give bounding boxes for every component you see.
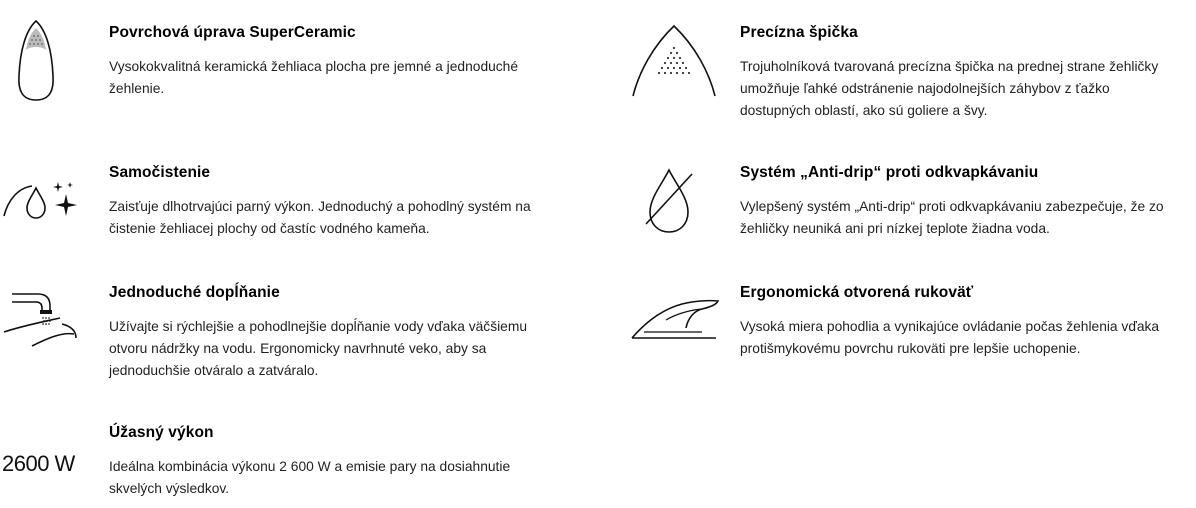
feature-description: Vysokokvalitná keramická žehliaca plocha pre jemné a jednoduché žehlenie. xyxy=(109,59,519,96)
iron-soleplate-icon xyxy=(14,18,58,104)
feature-description: Vysoká miera pohodlia a vynikajúce ovládanie počas žehlenia vďaka protišmykovému povrchu rukoväti pre lepšie uchopenie. xyxy=(740,319,1160,356)
feature-description: Ideálna kombinácia výkonu 2 600 W a emisie pary na dosiahnutie skvelých výsledkov. xyxy=(109,459,511,496)
feature-description: Trojuholníková tvarovaná precízna špička na prednej strane žehličky umožňuje ľahké odstránenie najodolnejších záhybov z ťažko dostupných oblastí, ako sú goliere a švy. xyxy=(740,59,1159,118)
feature-title: Jednoduché dopĺňanie xyxy=(109,284,280,301)
water-tap-fill-icon xyxy=(2,288,80,350)
precision-tip-icon xyxy=(631,24,717,98)
feature-description: Zaisťuje dlhotrvajúci parný výkon. Jednoduchý a pohodlný systém na čistenie žehliacej plochy od častíc vodného kameňa. xyxy=(109,199,531,236)
feature-title: Ergonomická otvorená rukoväť xyxy=(740,284,974,301)
feature-title: Samočistenie xyxy=(109,164,211,181)
feature-description: Užívajte si rýchlejšie a pohodlnejšie dopĺňanie vody vďaka väčšiemu otvoru nádržky na vodu. Ergonomicky navrhnuté veko, aby sa jednoduchšie otváralo a zatváralo. xyxy=(109,319,528,378)
power-rating-label: 2600 W xyxy=(2,451,75,476)
anti-drip-icon xyxy=(642,164,698,238)
feature-title: Precízna špička xyxy=(740,24,858,41)
iron-handle-icon xyxy=(630,296,722,342)
feature-title: Systém „Anti-drip“ proti odkvapkávaniu xyxy=(740,164,1039,181)
self-clean-drop-icon xyxy=(2,176,78,222)
feature-title: Úžasný výkon xyxy=(109,424,214,441)
feature-title: Povrchová úprava SuperCeramic xyxy=(109,24,356,41)
feature-description: Vylepšený systém „Anti-drip“ proti odkvapkávaniu zabezpečuje, že zo žehličky neuniká ani pri nízkej teplote žiadna voda. xyxy=(740,199,1164,236)
